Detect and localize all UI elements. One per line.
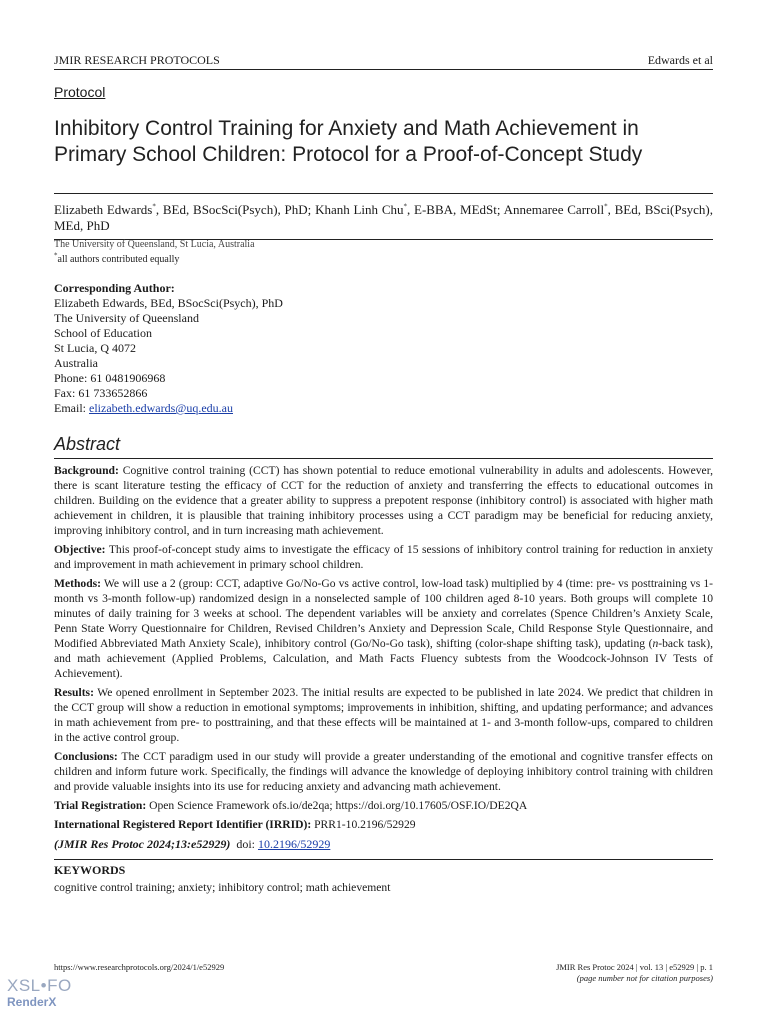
email-label: Email: [54,401,89,415]
footnote-mark: * [54,251,58,260]
abstract-label: Background: [54,464,119,477]
abstract-heading: Abstract [54,434,121,454]
equal-contribution-mark: * [604,202,608,211]
abstract-text: -back task), and math achievement (Applied Problems, Calculation, and Math Facts Fluency subtests from the Woodcock-Johnson IV Tests of Achievement). [54,637,713,680]
corresponding-line: The University of Queensland [54,311,199,325]
author-footnote [54,253,179,266]
citation-text: (JMIR Res Protoc 2024;13:e52929) [54,837,231,851]
abstract-objective [54,542,713,572]
doi-label: doi: [236,837,255,851]
watermark-top: XSL•FO [7,976,72,995]
renderx-watermark [7,978,72,1010]
author-list [54,202,713,234]
paper-title: Inhibitory Control Training for Anxiety and Math Achievement in Primary School Children: Protocol for a Proof-of-Concept Study [54,117,643,166]
header-divider [54,69,713,70]
author-degrees: , E-BBA, MEdSt; [407,202,504,217]
abstract-methods [54,576,713,681]
doi-link[interactable]: 10.2196/52929 [258,837,331,851]
abstract-trial-registration [54,798,713,813]
footnote-text: all authors contributed equally [57,254,180,265]
abstract-text: Cognitive control training (CCT) has shown potential to reduce emotional vulnerability in adults and adolescents. However, there is scant literature testing the efficacy of CCT for the reduction of anxiety and transferring the effects to educational outcomes in children. Building on the evidence that a greater ability to suppress a prepotent response (inhibitory control) is associated with higher math achievement in children, it is plausible that training inhibitory processes using a CCT paradigm may be beneficial for reducing anxiety, improving inhibitory control, and in turn increasing math achievement. [54,464,713,537]
footer-pageinfo-text: JMIR Res Protoc 2024 | vol. 13 | e52929 | p. 1 [556,962,713,972]
watermark-bottom: RenderX [7,995,57,1009]
abstract-results [54,685,713,745]
author-name: Khanh Linh Chu [315,202,404,217]
footer-page-info [556,962,713,984]
abstract-italic: n [652,637,659,650]
corresponding-line: St Lucia, Q 4072 [54,341,136,355]
abstract-text: The CCT paradigm used in our study will provide a greater understanding of the emotional and cognitive transfer effects on children and inform future work. Specifically, the findings will advance the knowledge of deploying inhibitory control training with children and provide valuable insights into its use for reducing anxiety and advancing math achievement. [54,750,713,793]
corresponding-author [54,281,283,416]
author-degrees: , BEd, BSci(Psych), MEd, PhD [54,202,713,233]
keywords-text: cognitive control training; anxiety; inhibitory control; math achievement [54,881,391,894]
section-label-link[interactable]: Protocol [54,84,106,100]
abstract-divider [54,458,713,459]
corresponding-line: Phone: 61 0481906968 [54,371,166,385]
abstract-irrid [54,817,713,832]
abstract-label: Conclusions: [54,750,118,763]
abstract-text: PRR1-10.2196/52929 [314,818,416,831]
keywords-divider [54,859,713,860]
journal-name: JMIR RESEARCH PROTOCOLS [54,53,220,67]
affiliation: The University of Queensland, St Lucia, Australia [54,239,255,250]
citation-line [54,837,330,852]
footer-note: (page number not for citation purposes) [576,973,713,983]
author-name: Elizabeth Edwards [54,202,153,217]
corresponding-line: Fax: 61 733652866 [54,386,148,400]
email-link[interactable]: elizabeth.edwards@uq.edu.au [89,401,233,415]
abstract-body [54,463,713,836]
equal-contribution-mark: * [403,202,407,211]
email-line [54,401,283,416]
abstract-label: Trial Registration: [54,799,147,812]
abstract-text: Open Science Framework ofs.io/de2qa; https://doi.org/10.17605/OSF.IO/DE2QA [149,799,528,812]
corresponding-line: School of Education [54,326,152,340]
footer-url: https://www.researchprotocols.org/2024/1/e52929 [54,962,225,972]
abstract-label: International Registered Report Identifier (IRRID): [54,818,312,831]
running-authors: Edwards et al [647,53,713,67]
title-divider [54,193,713,194]
corresponding-author-label: Corresponding Author: [54,281,175,295]
abstract-label: Results: [54,686,94,699]
equal-contribution-mark: * [152,202,156,211]
abstract-label: Objective: [54,543,106,556]
abstract-text: We opened enrollment in September 2023. The initial results are expected to be published in late 2024. We predict that children in the CCT group will show a reduction in emotional symptoms; improvements in inhibition, shifting, and updating performance; and advances in math achievement from pre- to posttraining, and that these effects will be maintained at 1- and 3-month follow-ups, compared to children in the active control group. [54,686,713,744]
running-header [54,52,713,68]
abstract-label: Methods: [54,577,102,590]
abstract-conclusions [54,749,713,794]
abstract-text: We will use a 2 (group: CCT, adaptive Go/No-Go vs active control, low-load task) multiplied by 4 (time: pre- vs posttraining vs 1-month vs 3-month follow-up) randomized design in a nonselected sample of 100 children aged 8-10 years. Both groups will complete 10 minutes of daily training for 3 weeks at school. The dependent variables will be anxiety and correlates (Spence Children’s Anxiety Scale, Penn State Worry Questionnaire for Children, Revised Children’s Anxiety and Depression Scale, Child Response Style Questionnaire, and Modified Abbreviated Math Anxiety Scale), inhibitory control (Go/No-Go task), shifting (color-shape shifting task), updating ( [54,577,713,650]
corresponding-line: Australia [54,356,98,370]
abstract-background [54,463,713,538]
abstract-text: This proof-of-concept study aims to investigate the efficacy of 15 sessions of inhibitory control training for reduction in anxiety and improvement in math achievement in primary school children. [54,543,713,571]
keywords-heading: KEYWORDS [54,863,126,877]
author-name: Annemaree Carroll [503,202,605,217]
corresponding-line: Elizabeth Edwards, BEd, BSocSci(Psych), PhD [54,296,283,310]
author-degrees: , BEd, BSocSci(Psych), PhD; [155,202,316,217]
